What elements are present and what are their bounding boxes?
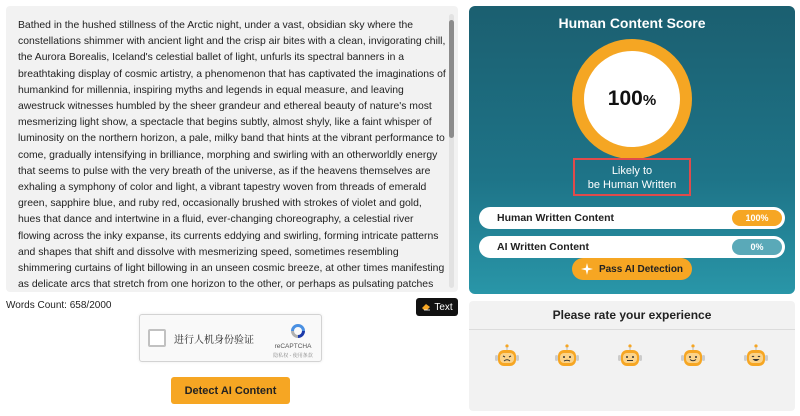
score-ring-inner bbox=[584, 51, 680, 147]
verdict-box bbox=[573, 158, 691, 196]
human-written-bar bbox=[479, 207, 785, 229]
text-input-area[interactable] bbox=[6, 6, 458, 292]
rating-title: Please rate your experience bbox=[552, 308, 712, 322]
text-button-label: Text bbox=[434, 301, 453, 313]
recaptcha-terms[interactable]: 隐私权 - 使用条款 bbox=[273, 353, 313, 359]
very-unhappy-face-icon[interactable] bbox=[492, 343, 522, 373]
score-percent-sign: % bbox=[642, 92, 657, 109]
recaptcha-label: 进行人机身份验证 bbox=[174, 335, 254, 346]
score-percent bbox=[608, 87, 656, 111]
neutral-face-icon[interactable] bbox=[615, 343, 645, 373]
input-text[interactable]: Bathed in the hushed stillness of the Arctic night, under a vast, obsidian sky where the constellations shimmer with ancient light and the crisp air bites with a clean, invigorating chill, the Aurora Borealis, Iceland's celestial ballet of light, unfurls its spectral banners in a breathtaking display of cosmic artistry, a phenomenon that has captivated the imaginations of humankind for millennia, inspiring myths and legends in equal measure, and leaving awestruck witnesses humbled by the sheer grandeur and ethereal beauty of nature's most mesmerizing light show, a spectacle that begins subtly, almost shyly, like a faint whisper of luminosity on the northern horizon, a pale, milky band that hints at the vibrant performance to come, gradually intensifying in brilliance, morphing and swirling with an otherworldly energy that seems to pulse with the very breath of the universe, as if the heavens themselves are exhaling a symphony of color and light, a vibrant tapestry woven from threads of emerald green, sapphire blue, and ruby red, occasionally brushed with strokes of violet and gold, hues that dance and intertwine in a fluid, ever-changing choreography, a celestial river flowing across the inky expanse, its currents eddying and swirling, forming intricate patterns and shapes that shift and dissolve with mesmerizing speed, sometimes resembling shimmering curtains of light billowing in an unseen cosmic breeze, at other times manifesting as delicate arcs that stretch from one horizon to the other, or perhaps as pulsating patches bbox=[18, 20, 446, 291]
score-title: Human Content Score bbox=[558, 15, 706, 31]
scrollbar-thumb[interactable] bbox=[449, 20, 454, 138]
verdict-line-1: Likely to bbox=[611, 165, 653, 177]
ai-written-bar bbox=[479, 236, 785, 258]
human-written-value: 100% bbox=[732, 210, 782, 226]
rating-panel bbox=[469, 301, 795, 411]
ai-written-value: 0% bbox=[732, 239, 782, 255]
unhappy-face-icon[interactable] bbox=[552, 343, 582, 373]
score-ring bbox=[572, 39, 692, 159]
happy-face-icon[interactable] bbox=[678, 343, 708, 373]
text-button[interactable] bbox=[416, 298, 458, 316]
human-written-label: Human Written Content bbox=[497, 212, 615, 224]
pass-ai-detection-label: Pass AI Detection bbox=[598, 263, 684, 275]
detect-ai-content-button[interactable]: Detect AI Content bbox=[171, 377, 290, 404]
sparkle-icon bbox=[581, 263, 593, 275]
eraser-icon bbox=[421, 303, 431, 311]
ai-written-label: AI Written Content bbox=[497, 241, 589, 253]
rating-divider bbox=[469, 329, 795, 330]
recaptcha-widget bbox=[139, 314, 322, 362]
recaptcha-logo-icon bbox=[289, 322, 307, 340]
recaptcha-brand: reCAPTCHA bbox=[274, 343, 312, 350]
pass-ai-detection-button[interactable] bbox=[572, 258, 692, 280]
word-count: Words Count: 658/2000 bbox=[6, 300, 112, 311]
score-percent-value: 100 bbox=[607, 87, 643, 110]
recaptcha-checkbox[interactable] bbox=[148, 329, 166, 347]
very-happy-face-icon[interactable] bbox=[741, 343, 771, 373]
score-panel bbox=[469, 6, 795, 294]
verdict-line-2: be Human Written bbox=[587, 179, 677, 191]
